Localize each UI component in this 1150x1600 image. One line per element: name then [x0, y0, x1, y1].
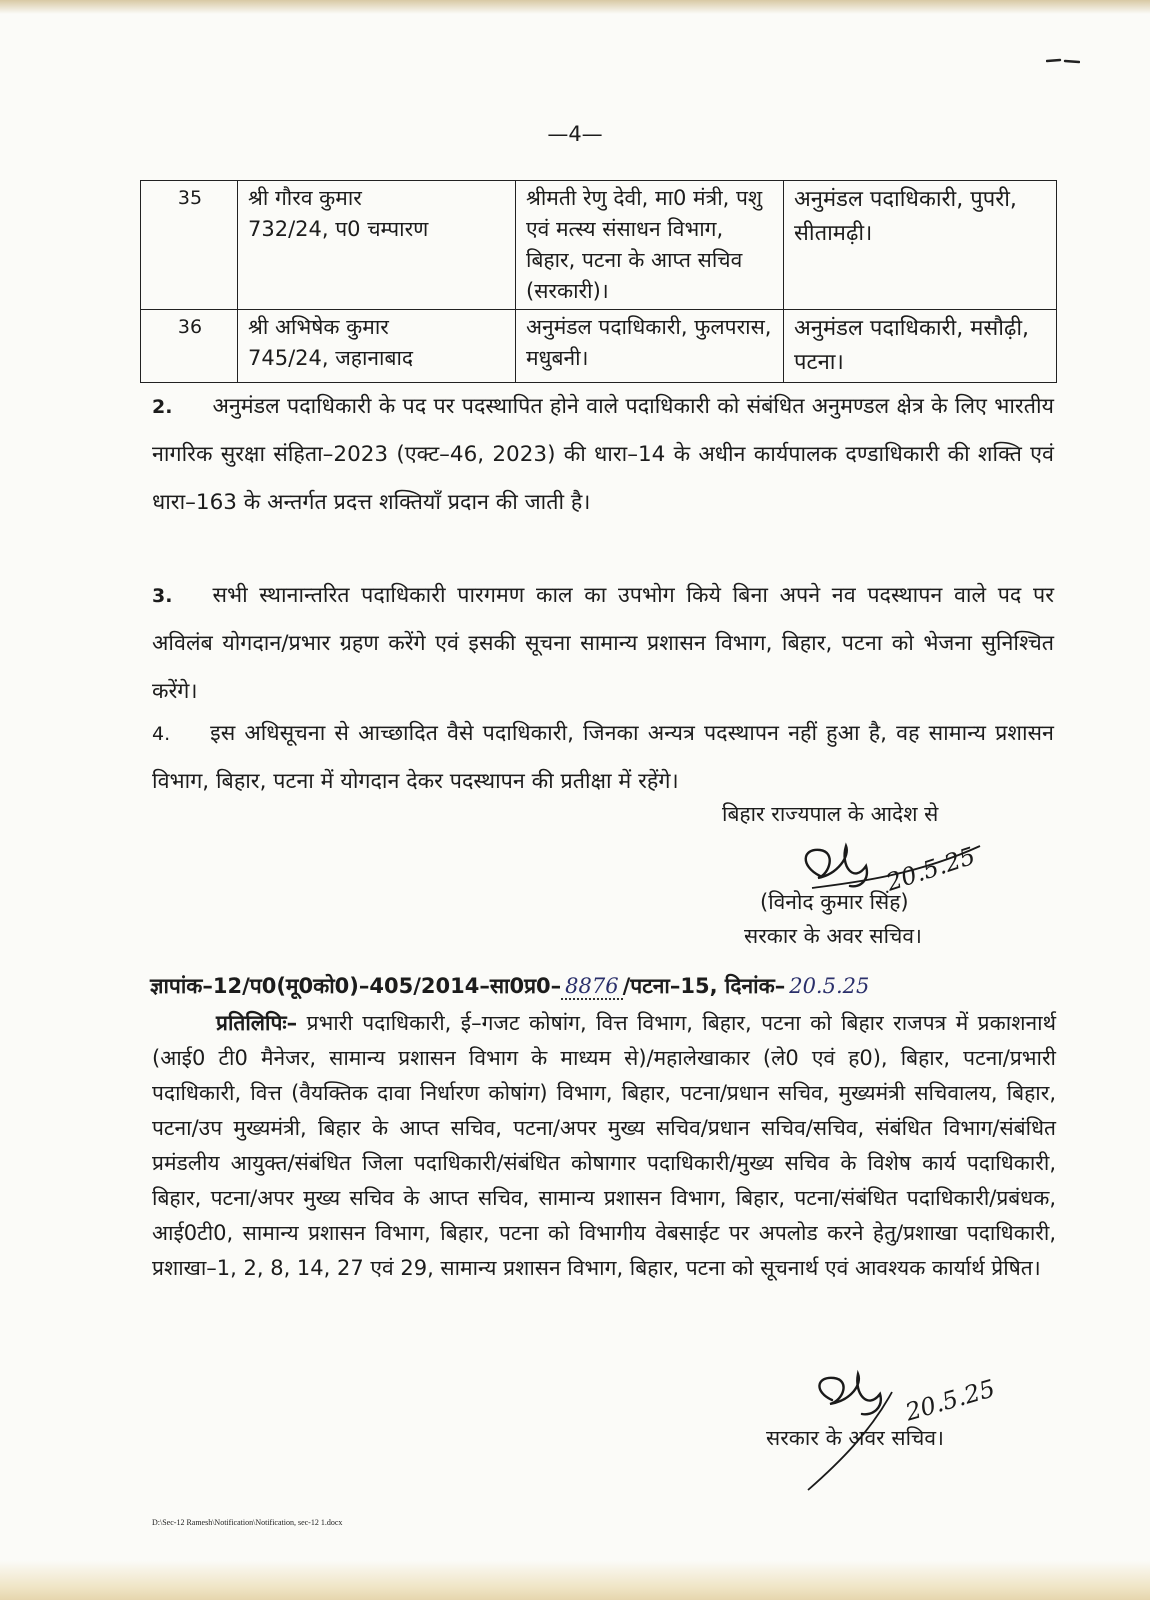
memo-reference: [150, 972, 873, 1000]
officer-cell: [238, 310, 516, 383]
paragraph-4: [152, 710, 1054, 806]
copy-designation: सरकार के अवर सचिव।: [766, 1426, 945, 1450]
paragraph-text: अनुमंडल पदाधिकारी के पद पर पदस्थापित होने वाले पदाधिकारी को संबंधित अनुमण्डल क्षेत्र के लिए भारतीय नागरिक सुरक्षा संहिता–2023 (एक्ट–46, 2023) की धारा–14 के अधीन कार्यपालक दण्डाधिकारी की शक्ति एवं धारा–163 के अन्तर्गत प्रदत्त शक्तियाँ प्रदान की जाती है।: [152, 394, 1054, 515]
paper-edge-top: [0, 0, 1150, 14]
officer-batch: 745/24, जहानाबाद: [248, 346, 414, 370]
current-post: अनुमंडल पदाधिकारी, फुलपरास, मधुबनी।: [516, 310, 784, 383]
officer-name: श्री अभिषेक कुमार: [248, 315, 389, 339]
memo-middle: /पटना–15, दिनांक–: [622, 974, 786, 998]
paragraph-number: 4.: [152, 723, 171, 745]
table-row: [141, 181, 1057, 310]
file-path: D:\Sec-12 Ramesh\Notification\Notification, sec-12 1.docx: [152, 1518, 343, 1527]
corner-mark: [1046, 58, 1080, 64]
memo-date: 20.5.25: [789, 974, 870, 998]
officer-batch: 732/24, प0 चम्पारण: [248, 217, 429, 241]
serial-number: 36: [141, 310, 238, 383]
memo-number: 8876: [561, 974, 622, 1000]
posting-table: [140, 180, 1057, 383]
paragraph-number: 2.: [152, 396, 173, 418]
paragraph-3: [152, 572, 1054, 716]
signatory-designation: सरकार के अवर सचिव।: [744, 924, 923, 948]
paragraph-2: [152, 383, 1054, 527]
paragraph-text: सभी स्थानान्तरित पदाधिकारी पारगमण काल का उपभोग किये बिना अपने नव पदस्थापन वाले पद पर अविलंब योगदान/प्रभार ग्रहण करेंगे एवं इसकी सूचना सामान्य प्रशासन विभाग, बिहार, पटना को भेजना सुनिश्चित करेंगे।: [152, 583, 1054, 704]
signature-lower: [800, 1352, 1040, 1492]
signatory-name: (विनोद कुमार सिंह): [760, 890, 909, 914]
new-post: अनुमंडल पदाधिकारी, मसौढ़ी, पटना।: [784, 310, 1057, 383]
paragraph-number: 3.: [152, 585, 173, 607]
table-row: [141, 310, 1057, 383]
copy-text: प्रभारी पदाधिकारी, ई–गजट कोषांग, वित्त विभाग, बिहार, पटना को बिहार राजपत्र में प्रकाशनार्थ (आई0 टी0 मैनेजर, सामान्य प्रशासन विभाग के माध्यम से)/महालेखाकार (ले0 एवं ह0), बिहार, पटना/प्रभारी पदाधिकारी, वित्त (वैयक्तिक दावा निर्धारण कोषांग) विभाग, बिहार, पटना/प्रधान सचिव, मुख्यमंत्री सचिवालय, बिहार, पटना/उप मुख्यमंत्री, बिहार के आप्त सचिव, पटना/अपर मुख्य सचिव/प्रधान सचिव/सचिव, संबंधित विभाग/संबंधित प्रमंडलीय आयुक्त/संबंधित जिला पदाधिकारी/संबंधित कोषागार पदाधिकारी/मुख्य सचिव के विशेष कार्य पदाधिकारी, बिहार, पटना/अपर मुख्य सचिव के आप्त सचिव, सामान्य प्रशासन विभाग, बिहार, पटना/संबंधित पदाधिकारी/प्रबंधक, आई0टी0, सामान्य प्रशासन विभाग, बिहार, पटना को विभागीय वेबसाईट पर अपलोड करने हेतु/प्रशाखा पदाधिकारी, प्रशाखा–1, 2, 8, 14, 27 एवं 29, सामान्य प्रशासन विभाग, बिहार, पटना को सूचनार्थ एवं आवश्यक कार्यार्थ प्रेषित।: [152, 1011, 1056, 1280]
copy-heading: प्रतिलिपिः–: [216, 1011, 298, 1035]
serial-number: 35: [141, 181, 238, 310]
signature-date-lower: 20.5.25: [902, 1374, 999, 1427]
copy-paragraph: [152, 1006, 1056, 1286]
officer-cell: [238, 181, 516, 310]
order-line: बिहार राज्यपाल के आदेश से: [722, 802, 939, 826]
page-number: —4—: [547, 122, 603, 146]
signature-date-upper: 20.5.25: [882, 841, 979, 897]
paragraph-text: इस अधिसूचना से आच्छादित वैसे पदाधिकारी, जिनका अन्यत्र पदस्थापन नहीं हुआ है, वह सामान्य प्रशासन विभाग, बिहार, पटना में योगदान देकर पदस्थापन की प्रतीक्षा में रहेंगे।: [152, 721, 1054, 794]
new-post: अनुमंडल पदाधिकारी, पुपरी, सीतामढ़ी।: [784, 181, 1057, 310]
memo-prefix: ज्ञापांक–12/प0(मू0को0)–405/2014–सा0प्र0–: [150, 974, 562, 998]
current-post: श्रीमती रेणु देवी, मा0 मंत्री, पशु एवं मत्स्य संसाधन विभाग, बिहार, पटना के आप्त सचिव (सरकारी)।: [516, 181, 784, 310]
paper-edge-bottom: [0, 1560, 1150, 1600]
officer-name: श्री गौरव कुमार: [248, 186, 362, 210]
